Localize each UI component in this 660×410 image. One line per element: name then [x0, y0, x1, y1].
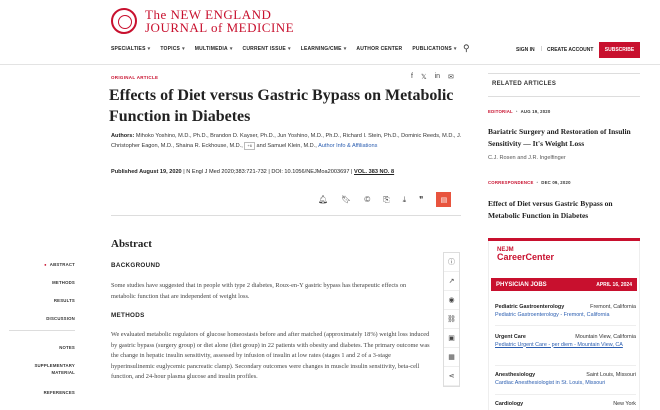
subscribe-button[interactable]: SUBSCRIBE — [599, 42, 640, 58]
jump-nav-divider — [9, 330, 75, 331]
cite-icon[interactable]: ⎘ — [383, 194, 390, 204]
nav-author-center[interactable]: AUTHOR CENTER — [356, 46, 403, 52]
nejm-logo[interactable] — [111, 8, 294, 34]
download-icon[interactable]: ⤓ — [402, 194, 407, 204]
expand-authors-button[interactable]: +6 — [244, 142, 255, 150]
chevron-down-icon: ▾ — [343, 46, 347, 52]
article-title: Effects of Diet versus Gastric Bypass on Metabolic Function in Diabetes — [109, 87, 454, 125]
nav-specialties[interactable]: SPECIALTIES ▾ — [111, 46, 151, 52]
methods-text: We evaluated metabolic regulators of glucose homeostasis before and after matched (approximately 18%) weight loss induced by gastric bypass (surgery group) or diet alone (diet group) in 22 patients with obesity and diabetes. The primary outcome was the change in hepatic insulin sensitivity, assessed by infusion of insulin at low rates (stages 1 and 2 of a 3-stage hyperinsulinemic euglycemic pancreatic clamp). Secondary outcomes were changes in muscle insulin sensitivity, beta-cell function, and 24-hour plasma glucose and insulin profiles. — [111, 331, 430, 380]
chevron-down-icon: ▾ — [229, 46, 233, 52]
author-list — [111, 131, 466, 151]
facebook-icon[interactable]: f — [411, 73, 413, 80]
background-heading: BACKGROUND — [111, 262, 161, 269]
related-divider — [488, 96, 640, 97]
related-heading: RELATED ARTICLES — [492, 81, 557, 87]
link-icon[interactable]: ⛓ — [444, 310, 459, 329]
methods-heading: METHODS — [111, 312, 145, 319]
jump-results[interactable]: RESULTS — [53, 298, 75, 303]
author-info-link[interactable]: Author Info & Affiliations — [318, 143, 378, 149]
authors-text: Mihoko Yoshino, M.D., Ph.D., Brandon D. Kayser, Ph.D., Jun Yoshino, M.D., Ph.D., Richard I. Stein, Ph.D., Dominic Reeds, M.D., J. Christopher Eagon, M.D., Shaina R. Eckhouse, M.D., — [111, 133, 462, 149]
jump-references[interactable]: REFERENCES — [43, 390, 75, 395]
citation: N Engl J Med 2020;383:721-732 — [186, 169, 267, 175]
related-title[interactable]: Bariatric Surgery and Restoration of Insulin Sensitivity — It's Weight Loss — [488, 127, 631, 148]
authors-end: and Samuel Klein, M.D., — [254, 143, 317, 149]
chevron-down-icon: ▾ — [287, 46, 291, 52]
create-account-link[interactable]: CREATE ACCOUNT — [547, 47, 594, 53]
abstract-heading: Abstract — [111, 238, 152, 250]
chevron-down-icon: ▾ — [182, 46, 185, 52]
authors-label: Authors: — [111, 133, 135, 139]
job-listing[interactable]: Anesthesiology Saint Louis, Missouri Cardiac Anesthesiologist in St. Louis, Missouri — [495, 372, 636, 386]
volume-link[interactable]: VOL. 383 NO. 8 — [354, 169, 395, 175]
header-divider — [0, 64, 660, 65]
bell-icon[interactable]: 🔔︎ — [318, 195, 329, 204]
x-icon[interactable]: 𝕏 — [420, 74, 427, 81]
related-meta: CORRESPONDENCE • DEC 09, 2020 — [488, 180, 571, 185]
nav-current-issue[interactable]: CURRENT ISSUE ▾ — [242, 46, 291, 52]
chevron-down-icon: ▾ — [453, 46, 457, 52]
career-center-logo[interactable]: NEJM CareerCenter — [497, 247, 555, 262]
header-separator: | — [541, 46, 543, 52]
linkedin-icon[interactable]: in — [434, 73, 441, 80]
logo-line1: The NEW ENGLAND — [145, 7, 272, 22]
article-toolbar — [318, 192, 451, 207]
info-icon[interactable]: ⓘ — [444, 253, 459, 272]
side-toolbar — [443, 252, 460, 387]
pdf-icon[interactable]: ▤ — [436, 192, 451, 207]
background-text: Some studies have suggested that in people with type 2 diabetes, Roux-en-Y gastric bypass has therapeutic effects on metabolic function that are independent of weight loss. — [111, 282, 407, 300]
related-title[interactable]: Effect of Diet versus Gastric Bypass on Metabolic Function in Diabetes — [488, 199, 613, 220]
permissions-icon[interactable]: © — [364, 195, 371, 204]
job-listing[interactable]: Cardiology New York — [495, 401, 636, 407]
main-nav — [111, 46, 467, 52]
jump-supplementary[interactable]: SUPPLEMENTARY MATERIAL — [34, 363, 75, 375]
share-icon[interactable]: ⋖ — [444, 367, 459, 386]
bookmark-icon[interactable]: 🔖︎ — [341, 195, 352, 204]
nav-multimedia[interactable]: MULTIMEDIA ▾ — [194, 46, 233, 52]
sign-in-link[interactable]: SIGN IN — [516, 47, 535, 53]
search-icon[interactable]: ⚲ — [463, 43, 470, 53]
related-meta: EDITORIAL • AUG 19, 2020 — [488, 109, 551, 114]
jump-discussion[interactable]: DISCUSSION — [46, 316, 75, 321]
metrics-icon[interactable]: ↗ — [444, 272, 459, 291]
related-top-divider — [488, 73, 640, 74]
figures-icon[interactable]: ▣ — [444, 329, 459, 348]
publication-info: Published August 19, 2020 | N Engl J Med 2020;383:721-732 | DOI: 10.1056/NEJMoa2003697 | VOL. 383 NO. 8 — [111, 169, 395, 175]
job-listing[interactable]: Pediatric Gastroenterology Fremont, California Pediatric Gastroenterology - Fremont, California — [495, 304, 636, 318]
nejm-seal-icon — [111, 8, 137, 34]
nav-topics[interactable]: TOPICS ▾ — [160, 46, 185, 52]
logo-line2: JOURNAL of MEDICINE — [145, 20, 295, 35]
jump-methods[interactable]: METHODS — [52, 280, 75, 285]
physician-jobs-bar: PHYSICIAN JOBS APRIL 16, 2024 — [491, 278, 637, 291]
related-authors: C.J. Rosen and J.R. Ingelfinger — [488, 155, 566, 161]
jump-abstract[interactable]: ● ABSTRACT — [44, 261, 75, 268]
share-bar — [411, 73, 454, 81]
jump-notes[interactable]: NOTES — [59, 345, 75, 350]
job-listing[interactable]: Urgent Care Mountain View, California Pediatric Urgent Care - per diem - Mountain View, CA — [495, 334, 636, 348]
doi[interactable]: DOI: 10.1056/NEJMoa2003697 — [271, 169, 350, 175]
toolbar-divider — [111, 215, 461, 216]
nav-publications[interactable]: PUBLICATIONS ▾ — [412, 46, 457, 52]
nav-learning-cme[interactable]: LEARNING/CME ▾ — [300, 46, 347, 52]
published-date: Published August 19, 2020 — [111, 169, 182, 175]
eye-icon[interactable]: ◉ — [444, 291, 459, 310]
chevron-down-icon: ▾ — [147, 46, 151, 52]
quote-icon[interactable]: ❞ — [419, 195, 424, 204]
tables-icon[interactable]: ▦ — [444, 348, 459, 367]
article-type: ORIGINAL ARTICLE — [111, 75, 159, 80]
email-icon[interactable]: ✉ — [448, 74, 454, 81]
